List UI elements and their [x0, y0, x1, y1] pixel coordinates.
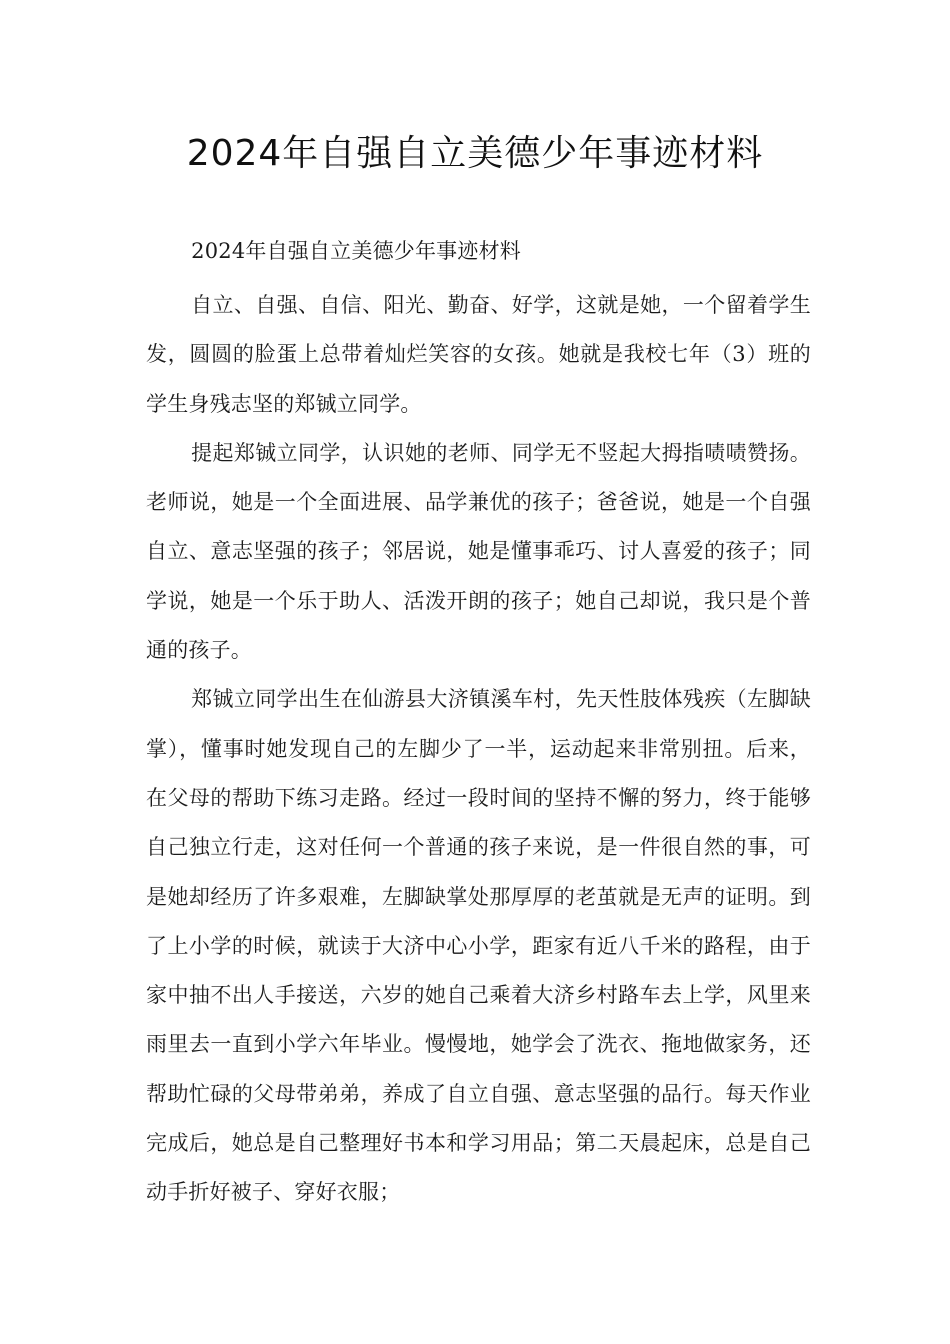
body-paragraph: 提起郑铖立同学，认识她的老师、同学无不竖起大拇指啧啧赞扬。老师说，她是一个全面进展、品学兼优的孩子；爸爸说，她是一个自强自立、意志坚强的孩子；邻居说，她是懂事乖巧、讨人喜爱的孩子；同学说，她是一个乐于助人、活泼开朗的孩子；她自己却说，我只是个普通的孩子。 — [146, 440, 811, 663]
body-paragraph: 郑铖立同学出生在仙游县大济镇溪车村，先天性肢体残疾（左脚缺掌），懂事时她发现自己的左脚少了一半，运动起来非常别扭。后来，在父母的帮助下练习走路。经过一段时间的坚持不懈的努力，终于能够自己独立行走，这对任何一个普通的孩子来说，是一件很自然的事，可是她却经历了许多艰难，左脚缺掌处那厚厚的老茧就是无声的证明。到了上小学的时候，就读于大济中心小学，距家有近八千米的路程，由于家中抽不出人手接送，六岁的她自己乘着大济乡村路车去上学，风里来雨里去一直到小学六年毕业。慢慢地，她学会了洗衣、拖地做家务，还帮助忙碌的父母带弟弟，养成了自立自强、意志坚强的品行。每天作业完成后，她总是自己整理好书本和学习用品；第二天晨起床，总是自己动手折好被子、穿好衣服； — [146, 687, 811, 1205]
document-body — [146, 231, 811, 1218]
body-subtitle-paragraph: 2024年自强自立美德少年事迹材料 — [191, 239, 521, 263]
body-paragraph: 自立、自强、自信、阳光、勤奋、好学，这就是她，一个留着学生发，圆圆的脸蛋上总带着灿烂笑容的女孩。她就是我校七年（3）班的学生身残志坚的郑铖立同学。 — [146, 293, 811, 416]
document-title: 2024年自强自立美德少年事迹材料 — [186, 133, 764, 174]
